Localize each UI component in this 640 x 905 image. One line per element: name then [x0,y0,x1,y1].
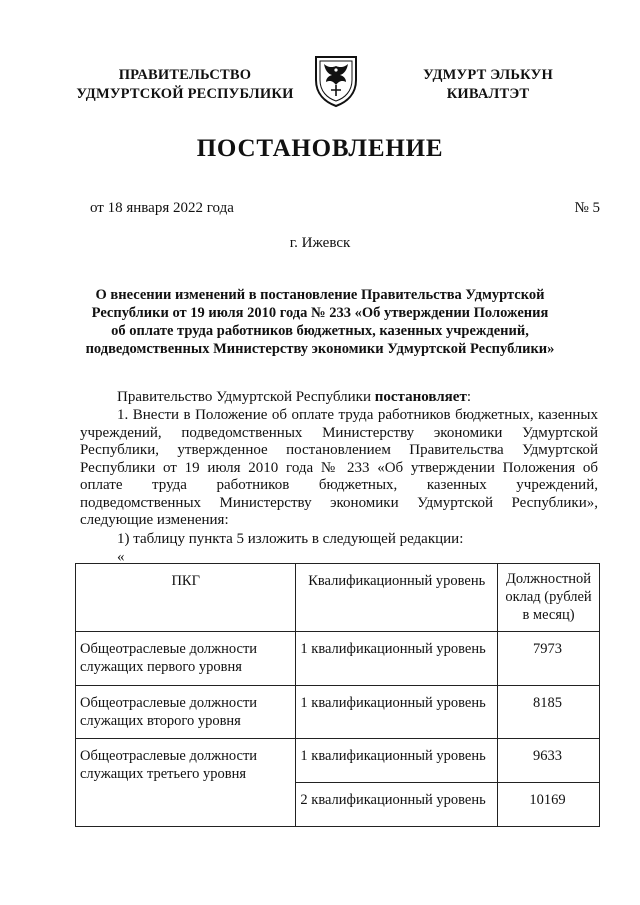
document-date: от 18 января 2022 года [90,200,234,216]
table-row [76,739,600,783]
header-salary: Должностной оклад (рублей в месяц) [498,564,600,632]
level-cell: 1 квалификационный уровень [296,739,498,783]
salary-cell: 9633 [498,739,600,783]
header-right-line-1: УДМУРТ ЭЛЬКУН [423,67,553,83]
level-cell: 1 квалификационный уровень [296,686,498,739]
intro-colon: : [466,389,471,405]
header-left-line-2: УДМУРТСКОЙ РЕСПУБЛИКИ [76,86,294,102]
salary-table [75,563,600,827]
salary-cell: 10169 [498,783,600,827]
item-1-paragraph [80,407,598,530]
subject-line-2: Республики от 19 июля 2010 года № 233 «Об утверждении Положения [91,305,549,321]
header-right-line-2: КИВАЛТЭТ [446,86,530,102]
quote-open: « [117,549,125,565]
header-level: Квалификационный уровень [296,564,498,632]
header-left-line-1: ПРАВИТЕЛЬСТВО [118,67,252,83]
item-1-line-6: подведомственных Министерству экономики Удмуртской Республики», [80,494,598,511]
coat-of-arms-icon [313,54,359,108]
table-row [76,686,600,739]
header-pkg: ПКГ [76,564,296,632]
salary-cell: 7973 [498,632,600,686]
pkg-cell: Общеотраслевые должности служащих второго уровня [76,686,296,739]
intro-text: Правительство Удмуртской Республики [117,389,375,405]
subject-line-1: О внесении изменений в постановление Правительства Удмуртской [95,287,545,303]
subject-line-4: подведомственных Министерству экономики Удмуртской Республики» [85,341,555,357]
item-1-line-4: Республики от 19 июля 2010 года № 233 «Об утверждении Положения об [80,459,598,476]
level-cell: 2 квалификационный уровень [296,783,498,827]
subject-line-3: об оплате труда работников бюджетных, казенных учреждений, [111,323,529,339]
item-1-line-3: Республики, утвержденное постановлением Правительства Удмуртской [80,442,598,458]
table-header-row [76,564,600,632]
pkg-cell: Общеотраслевые должности служащих первого уровня [76,632,296,686]
item-1-line-2: учреждений, подведомственных Министерству экономики Удмуртской [80,424,598,441]
item-1-line-7: следующие изменения: [80,512,229,528]
item-1-line-1: 1. Внести в Положение об оплате труда работников бюджетных, казенных [117,407,598,423]
header-left [70,66,300,104]
resolution-intro [117,389,597,407]
header-right [388,66,588,104]
document-subject [70,286,570,358]
document-title: ПОСТАНОВЛЕНИЕ [196,135,444,162]
salary-cell: 8185 [498,686,600,739]
item-1-line-5: оплате труда работников бюджетных, казенных учреждений, [80,477,598,493]
document-city: г. Ижевск [289,235,351,251]
intro-keyword: постановляет [374,389,467,405]
subitem-1: 1) таблицу пункта 5 изложить в следующей редакции: [117,531,464,547]
pkg-cell: Общеотраслевые должности служащих третьего уровня [76,739,296,827]
document-number: № 5 [574,200,600,216]
table-row [76,632,600,686]
level-cell: 1 квалификационный уровень [296,632,498,686]
